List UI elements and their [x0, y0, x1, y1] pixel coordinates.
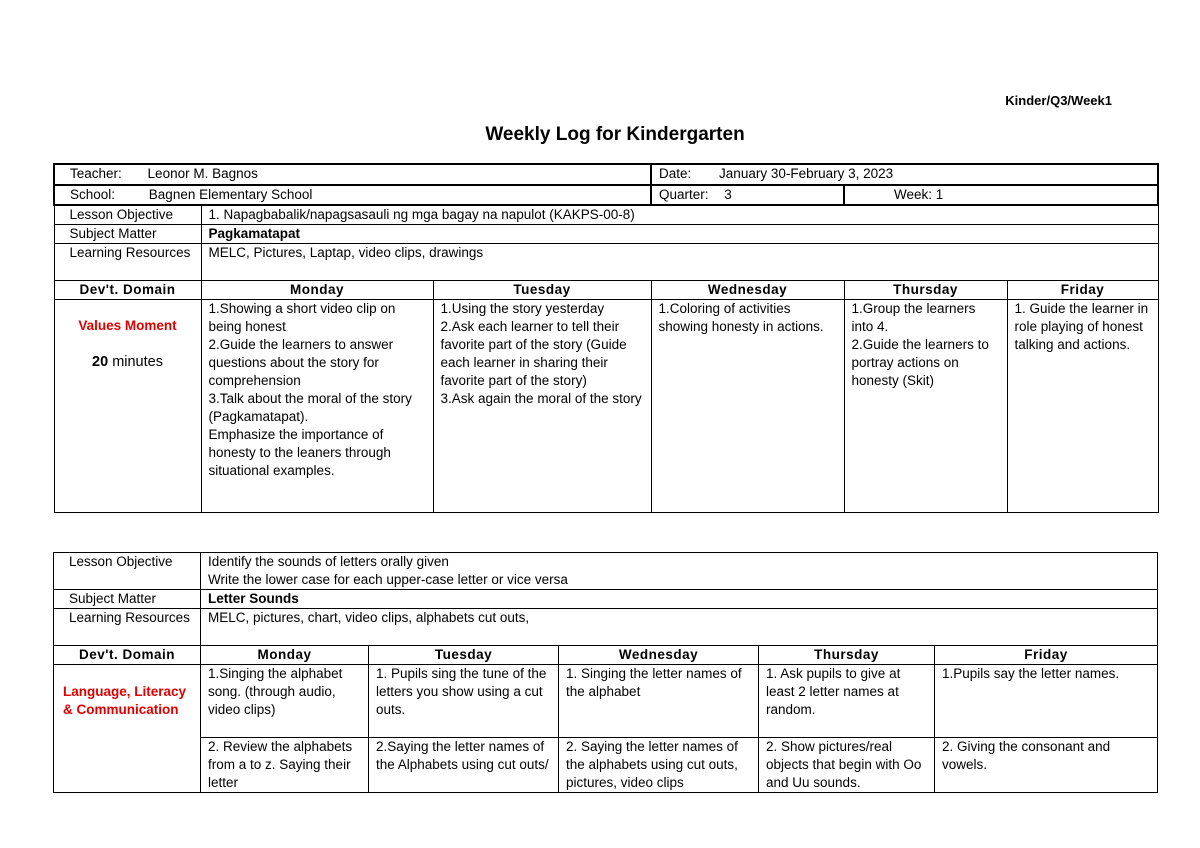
activity-wednesday-1: 1. Singing the letter names of the alphabet	[559, 665, 759, 738]
day-header-friday: Friday	[935, 646, 1158, 665]
day-header-friday: Friday	[1007, 281, 1158, 300]
quarter-label: Quarter:	[659, 187, 709, 202]
lesson-objective-2: Write the lower case for each upper-case letter or vice versa	[208, 572, 568, 587]
subject-matter: Letter Sounds	[201, 590, 1158, 609]
subject-matter-label: Subject Matter	[54, 225, 201, 244]
day-header-wednesday: Wednesday	[559, 646, 759, 665]
teacher-name: Leonor M. Bagnos	[147, 166, 258, 181]
activity-thursday: 1.Group the learners into 4. 2.Guide the learners to portray actions on honesty (Skit)	[844, 300, 1007, 513]
week-cell	[844, 185, 1158, 205]
lesson-objective-label: Lesson Objective	[54, 553, 201, 590]
learning-resources: MELC, pictures, chart, video clips, alphabets cut outs,	[201, 609, 1158, 646]
learning-resources-label: Learning Resources	[54, 244, 201, 281]
day-header-tuesday: Tuesday	[369, 646, 559, 665]
activity-wednesday: 1.Coloring of activities showing honesty in actions.	[651, 300, 844, 513]
teacher-cell	[54, 164, 651, 185]
weekly-log-table-language	[53, 552, 1158, 793]
activity-friday: 1. Guide the learner in role playing of honest talking and actions.	[1007, 300, 1158, 513]
time-allotment	[62, 353, 194, 371]
teacher-label: Teacher:	[70, 166, 122, 181]
date-label: Date:	[659, 166, 692, 181]
day-header-thursday: Thursday	[844, 281, 1007, 300]
date-cell	[651, 164, 1158, 185]
activity-tuesday-1: 1. Pupils sing the tune of the letters you show using a cut outs.	[369, 665, 559, 738]
activity-friday-2: 2. Giving the consonant and vowels.	[935, 738, 1158, 793]
quarter-value: 3	[724, 187, 732, 202]
day-header-monday: Monday	[201, 281, 433, 300]
day-header-monday: Monday	[201, 646, 369, 665]
weekly-log-table-values	[53, 163, 1159, 513]
domain-cell	[54, 300, 201, 513]
activity-monday: 1.Showing a short video clip on being honest 2.Guide the learners to answer questions about the story for comprehension 3.Talk about the moral of the story (Pagkamatapat). Emphasize the importance of honesty to the leaners through situational examples.	[201, 300, 433, 513]
activity-friday-1: 1.Pupils say the letter names.	[935, 665, 1158, 738]
week-label: Week:	[894, 187, 933, 202]
domain-header: Dev't. Domain	[54, 646, 201, 665]
domain-name: Language, Literacy & Communication	[63, 684, 187, 717]
activity-monday-1: 1.Singing the alphabet song. (through audio, video clips)	[201, 665, 369, 738]
activity-thursday-2: 2. Show pictures/real objects that begin with Oo and Uu sounds.	[759, 738, 935, 793]
school-cell	[54, 185, 651, 205]
activity-wednesday-2: 2. Saying the letter names of the alphabets using cut outs, pictures, video clips	[559, 738, 759, 793]
day-header-thursday: Thursday	[759, 646, 935, 665]
learning-resources: MELC, Pictures, Laptap, video clips, drawings	[201, 244, 1158, 281]
week-value: 1	[935, 187, 944, 202]
date-value: January 30-February 3, 2023	[719, 166, 894, 181]
day-header-wednesday: Wednesday	[651, 281, 844, 300]
school-name: Bagnen Elementary School	[148, 187, 313, 202]
lesson-objective: 1. Napagbabalik/napagsasauli ng mga bagay na napulot (KAKPS-00-8)	[201, 205, 1158, 225]
lesson-objective	[201, 553, 1158, 590]
activity-thursday-1: 1. Ask pupils to give at least 2 letter names at random.	[759, 665, 935, 738]
activity-monday-2: 2. Review the alphabets from a to z. Saying their letter	[201, 738, 369, 793]
domain-name: Values Moment	[78, 318, 177, 333]
quarter-cell	[651, 185, 844, 205]
activity-tuesday-2: 2.Saying the letter names of the Alphabets using cut outs/	[369, 738, 559, 793]
subject-matter: Pagkamatapat	[201, 225, 1158, 244]
lesson-objective-label: Lesson Objective	[54, 205, 201, 225]
day-header-tuesday: Tuesday	[433, 281, 651, 300]
lesson-objective-1: Identify the sounds of letters orally given	[208, 554, 449, 569]
time-unit: minutes	[112, 354, 163, 370]
domain-cell	[54, 665, 201, 793]
learning-resources-label: Learning Resources	[54, 609, 201, 646]
subject-matter-label: Subject Matter	[54, 590, 201, 609]
document-reference: Kinder/Q3/Week1	[1005, 93, 1112, 108]
activity-tuesday: 1.Using the story yesterday 2.Ask each learner to tell their favorite part of the story (Guide each learner in sharing their favorite part of the story) 3.Ask again the moral of the story	[433, 300, 651, 513]
domain-header: Dev't. Domain	[54, 281, 201, 300]
school-label: School:	[70, 187, 116, 202]
time-number: 20	[92, 354, 109, 370]
document-title: Weekly Log for Kindergarten	[485, 124, 745, 145]
